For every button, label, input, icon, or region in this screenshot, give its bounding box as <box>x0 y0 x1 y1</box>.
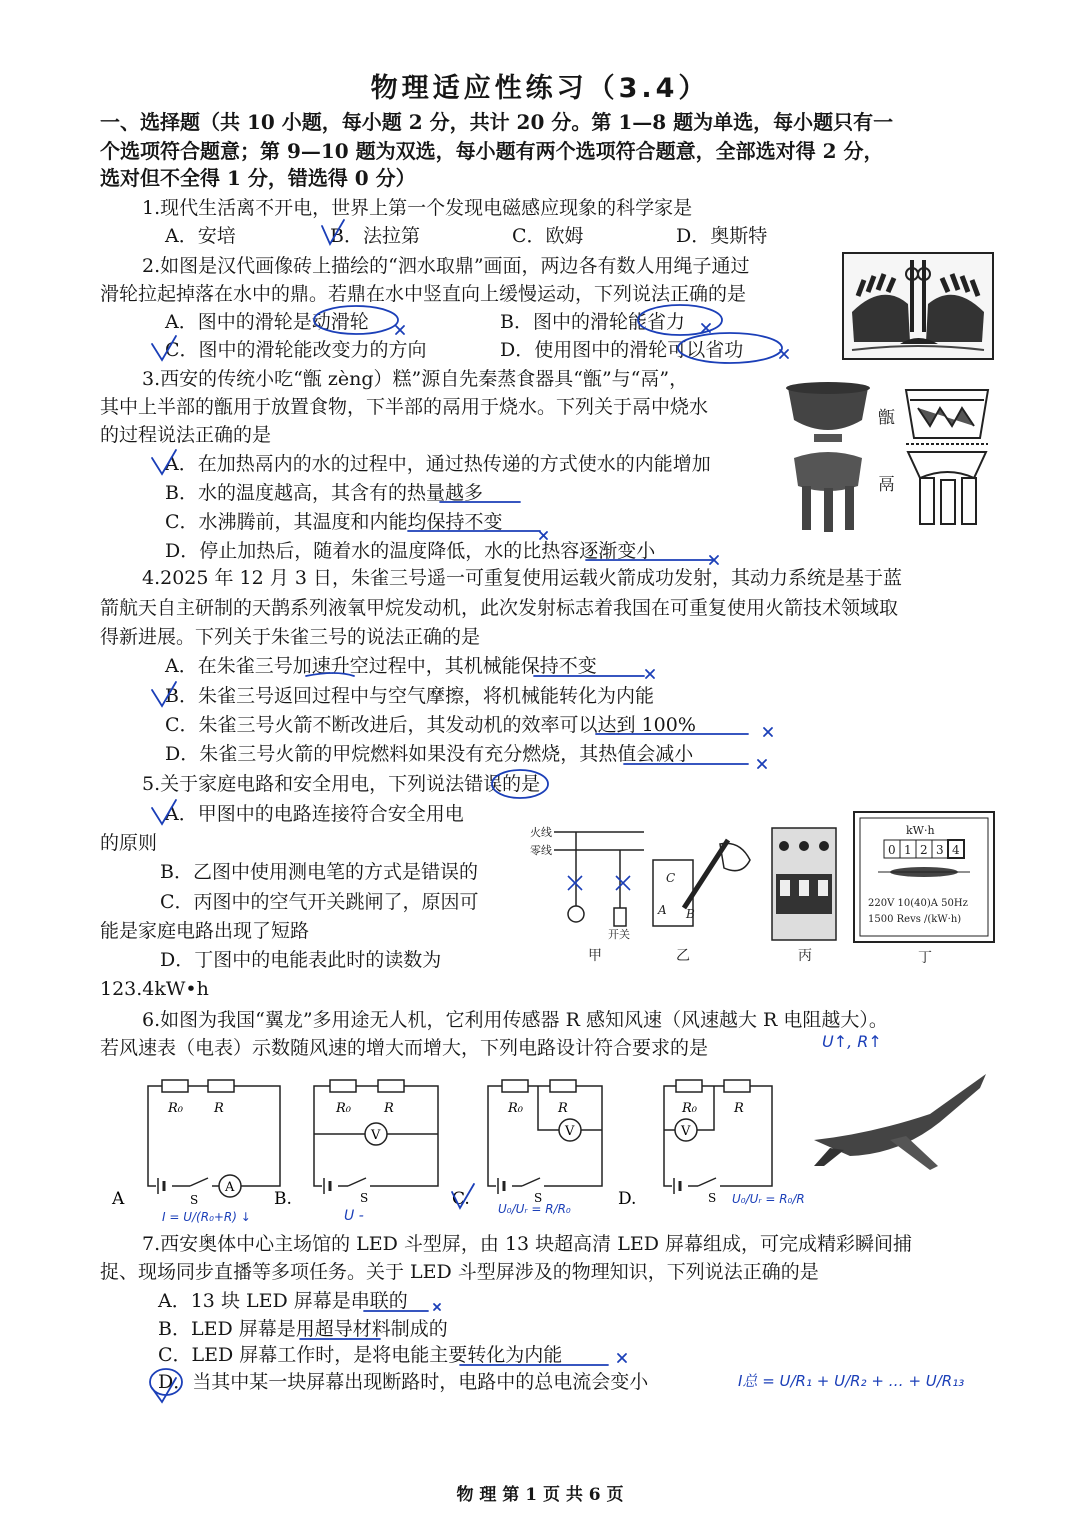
q4-option-a: A．在朱雀三号加速升空过程中，其机械能保持不变 <box>165 655 597 677</box>
q5-option-c-cont: 能是家庭电路出现了短路 <box>100 920 310 942</box>
a-r0-label: R₀ <box>168 1101 183 1116</box>
caption-bing: 丙 <box>798 948 812 964</box>
q2-option-a: A．图中的滑轮是动滑轮 <box>165 311 369 333</box>
q3-stem-line-2: 其中上半部的甑用于放置食物，下半部的鬲用于烧水。下列关于鬲中烧水 <box>100 396 709 418</box>
meter-digit-0: 0 <box>888 843 896 857</box>
q2-stem-line-2: 滑轮拉起掉落在水中的鼎。若鼎在水中竖直向上缓慢运动，下列说法正确的是 <box>100 283 747 305</box>
cross-q4-d <box>758 760 766 768</box>
q3-option-a: A．在加热鬲内的水的过程中，通过热传递的方式使水的内能增加 <box>165 453 711 475</box>
drone-image <box>810 1070 990 1180</box>
meter-spec-1: 220V 10(40)A 50Hz <box>868 898 968 909</box>
cross-q4-a <box>646 670 654 678</box>
section-header-line-1: 一、选择题（共 10 小题，每小题 2 分，共计 20 分。第 1—8 题为单选，每小题只有一 <box>100 110 894 134</box>
page-title: 物理适应性练习（3.4） <box>370 73 710 104</box>
cross-q3-d <box>710 556 718 564</box>
option-c-label: C. <box>452 1189 470 1209</box>
b-r-label: R <box>384 1101 394 1116</box>
q3-vessel-figure <box>778 378 998 538</box>
q6-circuits <box>108 1072 808 1212</box>
q1-stem: 1.现代生活离不开电，世界上第一个发现电磁感应现象的科学家是 <box>142 197 693 219</box>
hw-q6-note: U↑, R↑ <box>822 1032 882 1051</box>
hw-b-note: U - <box>344 1208 364 1224</box>
q2-stem-line-1: 2.如图是汉代画像砖上描绘的“泗水取鼎”画面，两边各有数人用绳子通过 <box>142 255 750 277</box>
cross-q7-c <box>618 1354 626 1362</box>
q3-option-c: C．水沸腾前，其温度和内能均保持不变 <box>165 511 503 533</box>
hw-q7-note: I总 = U/R₁ + U/R₂ + … + U/R₁₃ <box>738 1372 965 1390</box>
q5-option-a: A．甲图中的电路连接符合安全用电 <box>165 803 464 825</box>
q1-option-a: A．安培 <box>165 225 236 247</box>
q5-option-c: C．丙图中的空气开关跳闸了，原因可 <box>160 891 479 913</box>
section-header-line-2: 个选项符合题意；第 9—10 题为双选，每小题有两个选项符合题意，全部选对得 2 分， <box>100 139 884 163</box>
q7-stem-line-2: 捉、现场同步直播等多项任务。关于 LED 斗型屏涉及的物理知识，下列说法正确的是 <box>100 1261 819 1283</box>
q4-stem-line-3: 得新进展。下列关于朱雀三号的说法正确的是 <box>100 626 481 648</box>
hw-d-note: U₀/Uᵣ = R₀/R <box>732 1192 805 1206</box>
q5-option-d-cont: 123.4kW•h <box>100 978 209 1000</box>
cross-q2-d <box>780 350 788 358</box>
b-switch-label: S <box>360 1191 369 1205</box>
meter-digit-4: 4 <box>952 843 960 857</box>
meter-digit-2: 2 <box>920 843 928 857</box>
q2-option-b: B．图中的滑轮能省力 <box>500 311 685 333</box>
d-r-label: R <box>734 1101 744 1116</box>
c-r0-label: R₀ <box>508 1101 523 1116</box>
q5-figures <box>528 810 998 970</box>
d-voltmeter-label: V <box>681 1124 691 1139</box>
q2-tripod-figure <box>842 252 994 360</box>
q3-stem-line-1: 3.西安的传统小吃“甑 zèng）糕”源自先秦蒸食器具“甑”与“鬲”， <box>142 368 689 390</box>
cross-q7-a <box>434 1304 440 1310</box>
q7-option-a: A．13 块 LED 屏幕是串联的 <box>158 1290 408 1312</box>
q5-option-d: D．丁图中的电能表此时的读数为 <box>160 949 442 971</box>
option-b-label: B. <box>274 1189 292 1209</box>
section-header-line-3: 选对但不全得 1 分，错选得 0 分） <box>100 166 416 190</box>
pen-label-b: B <box>686 907 695 921</box>
b-r0-label: R₀ <box>336 1101 351 1116</box>
caption-ding: 丁 <box>918 950 932 966</box>
switch-label: 开关 <box>608 928 630 941</box>
c-switch-label: S <box>534 1191 543 1205</box>
q1-option-c: C．欧姆 <box>512 225 584 247</box>
cross-q2-a <box>396 326 404 334</box>
caption-jia: 甲 <box>588 948 602 964</box>
meter-digits <box>884 840 964 858</box>
li-label: 鬲 <box>878 475 895 495</box>
pen-label-a: A <box>658 903 667 917</box>
a-r-label: R <box>214 1101 224 1116</box>
c-r-label: R <box>558 1101 568 1116</box>
hw-a-note: I = U/(R₀+R) ↓ <box>162 1210 251 1224</box>
q7-stem-line-1: 7.西安奥体中心主场馆的 LED 斗型屏，由 13 块超高清 LED 屏幕组成，可完成精彩瞬间捕 <box>142 1233 912 1255</box>
option-a-label: A <box>112 1189 125 1209</box>
caption-yi: 乙 <box>676 948 690 964</box>
circuit-d[interactable] <box>618 1080 772 1209</box>
q6-stem-line-1: 6.如图为我国“翼龙”多用途无人机，它利用传感器 R 感知风速（风速越大 R 电阻越大）。 <box>142 1009 888 1031</box>
zero-wire-label: 零线 <box>530 844 552 857</box>
zeng-label: 甑 <box>878 408 895 428</box>
q1-option-d: D．奥斯特 <box>676 225 768 247</box>
cross-q2-b <box>702 324 710 332</box>
q3-stem-line-3: 的过程说法正确的是 <box>100 424 272 446</box>
q4-option-c: C．朱雀三号火箭不断改进后，其发动机的效率可以达到 100% <box>165 714 696 736</box>
b-voltmeter-label: V <box>371 1128 381 1143</box>
meter-digit-1: 1 <box>904 843 912 857</box>
c-voltmeter-label: V <box>565 1124 575 1139</box>
option-d-label: D. <box>618 1189 637 1209</box>
q6-stem-line-2: 若风速表（电表）示数随风速的增大而增大，下列电路设计符合要求的是 <box>100 1037 709 1059</box>
meter-digit-3: 3 <box>936 843 944 857</box>
pen-label-c: C <box>666 871 676 885</box>
q5-stem: 5.关于家庭电路和安全用电，下列说法错误的是 <box>142 773 541 795</box>
q3-option-b: B．水的温度越高，其含有的热量越多 <box>165 482 483 504</box>
circuit-b[interactable] <box>274 1080 438 1209</box>
q5-option-b: B．乙图中使用测电笔的方式是错误的 <box>160 861 478 883</box>
q2-option-d: D．使用图中的滑轮可以省功 <box>500 339 744 361</box>
d-switch-label: S <box>708 1191 717 1205</box>
q4-option-d: D．朱雀三号火箭的甲烷燃料如果没有充分燃烧，其热值会减小 <box>165 743 694 765</box>
q1-option-b: B．法拉第 <box>330 225 420 247</box>
d-r0-label: R₀ <box>682 1101 697 1116</box>
hw-c-note: U₀/Uᵣ = R/R₀ <box>498 1202 571 1216</box>
q7-option-b: B．LED 屏幕是用超导材料制成的 <box>158 1318 448 1340</box>
q4-option-b: B．朱雀三号返回过程中与空气摩擦，将机械能转化为内能 <box>165 685 654 707</box>
a-switch-label: S <box>190 1193 199 1207</box>
q3-option-d: D．停止加热后，随着水的温度降低，水的比热容逐渐变小 <box>165 540 656 562</box>
circuit-a[interactable] <box>111 1080 280 1209</box>
q7-option-c: C．LED 屏幕工作时，是将电能主要转化为内能 <box>158 1344 563 1366</box>
cross-q3-c <box>540 532 547 539</box>
a-ammeter-label: A <box>225 1180 235 1195</box>
q7-option-d: D．当其中某一块屏幕出现断路时，电路中的总电流会变小 <box>158 1371 649 1393</box>
meter-unit: kW·h <box>906 824 935 837</box>
meter-spec-2: 1500 Revs /(kW·h) <box>868 914 962 925</box>
circuit-c[interactable] <box>452 1080 602 1209</box>
q5-option-a-cont: 的原则 <box>100 832 158 854</box>
q4-stem-line-2: 箭航天自主研制的天鹊系列液氧甲烷发动机，此次发射标志着我国在可重复使用火箭技术领域取 <box>100 597 899 619</box>
page-footer: 物 理 第 1 页 共 6 页 <box>456 1485 624 1505</box>
cross-q4-c <box>764 728 772 736</box>
q2-option-c: C．图中的滑轮能改变力的方向 <box>165 339 427 361</box>
q4-stem-line-1: 4.2025 年 12 月 3 日，朱雀三号遥一可重复使用运载火箭成功发射，其动力系统是基于蓝 <box>142 567 902 589</box>
fire-wire-label: 火线 <box>530 826 552 839</box>
